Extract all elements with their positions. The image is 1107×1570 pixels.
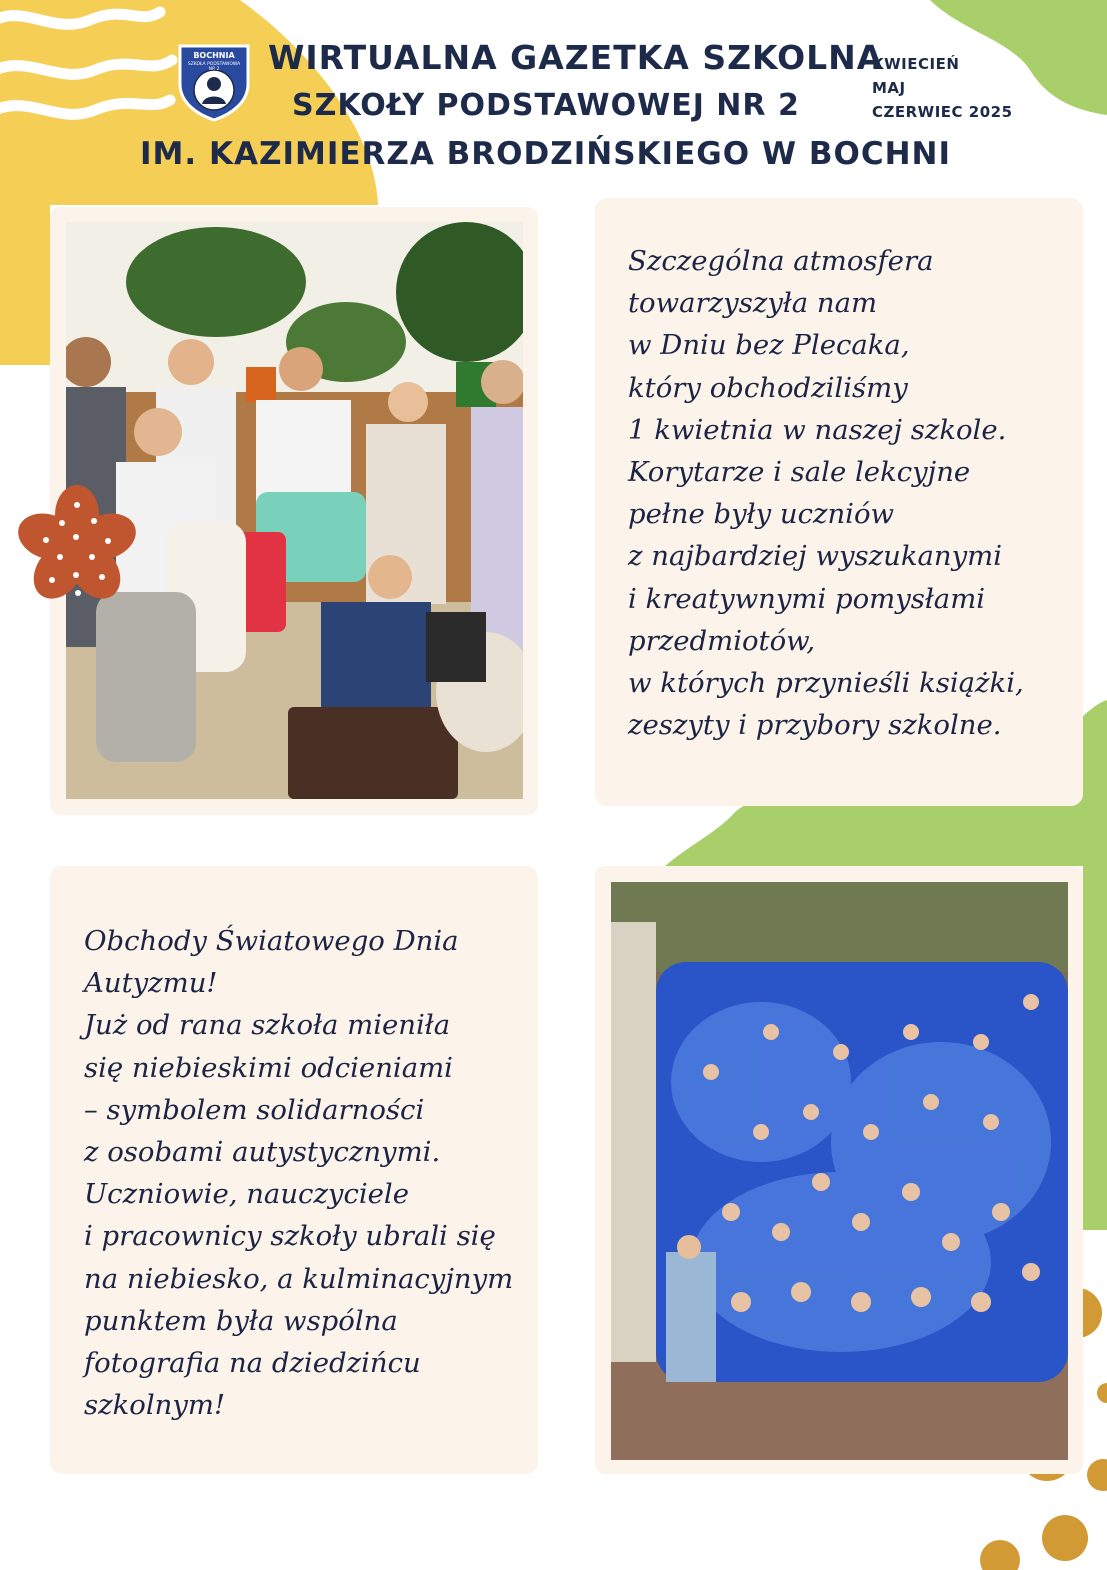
article-2-text: Obchody Światowego Dnia Autyzmu! Już od rana szkoła mieniła się niebieskimi odcieniami – symbolem solidarności z osobami autystycznymi. Uczniowie, nauczyciele i pracownicy szkoły ubrali się na niebiesko, a kulminacyjnym punktem była wspólna fotografia na dziedzińcu szkolnym! bbox=[84, 925, 514, 1422]
dot bbox=[980, 1540, 1020, 1570]
dot bbox=[1042, 1515, 1088, 1561]
dot bbox=[1097, 1383, 1107, 1403]
logo-nr: NR 2 bbox=[208, 67, 220, 72]
title-line-3: IM. KAZIMIERZA BRODZIŃSKIEGO W BOCHNI bbox=[140, 136, 952, 172]
photo-autism-day-group bbox=[611, 882, 1068, 1460]
title-line-2: SZKOŁY PODSTAWOWEJ NR 2 bbox=[292, 88, 800, 123]
date-line-2: MAJ bbox=[872, 79, 906, 97]
logo-sub: SZKOŁA PODSTAWOWA bbox=[187, 62, 241, 67]
date-line-1: KWIECIEŃ bbox=[872, 55, 960, 73]
issue-dates bbox=[872, 52, 1013, 124]
flower-decoration-icon bbox=[16, 485, 138, 607]
logo-title: BOCHNIA bbox=[193, 51, 235, 60]
date-line-3: CZERWIEC 2025 bbox=[872, 103, 1013, 121]
article-1-text: Szczególna atmosfera towarzyszyła nam w Dniu bez Plecaka, który obchodziliśmy 1 kwietnia w naszej szkole. Korytarze i sale lekcyjne pełne były uczniów z najbardziej wyszukanymi i kreatywnymi pomysłami przedmiotów, w których przynieśli książki, zeszyty i przybory szkolne. bbox=[628, 245, 1024, 742]
school-crest-icon bbox=[176, 40, 252, 122]
dot bbox=[1087, 1459, 1107, 1491]
title-line-1: WIRTUALNA GAZETKA SZKOLNA bbox=[268, 38, 884, 77]
